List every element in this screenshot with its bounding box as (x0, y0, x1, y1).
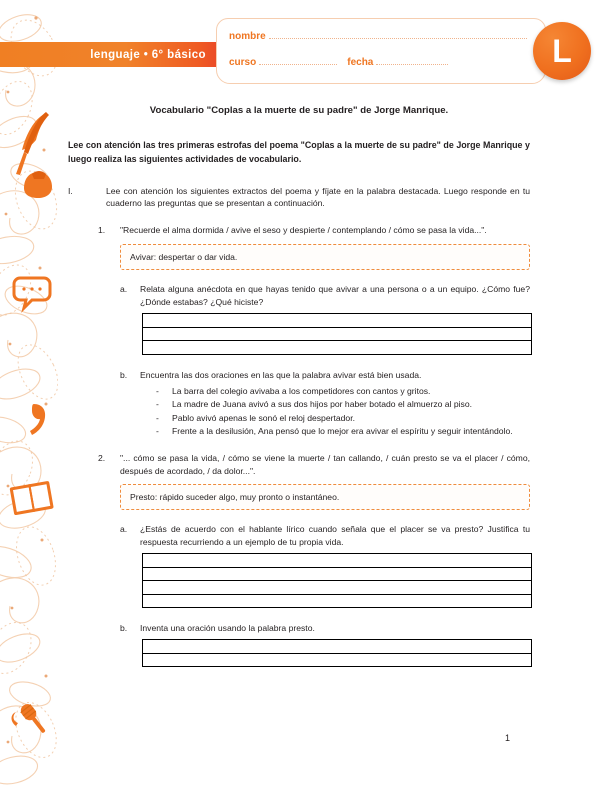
nombre-label: nombre (229, 31, 266, 42)
curso-fecha-field-row[interactable] (229, 55, 448, 68)
question-1 (68, 224, 530, 237)
student-info-box (216, 18, 546, 84)
definition-box-avivar: Avivar: despertar o dar vida. (120, 244, 530, 270)
subject-logo-badge (533, 22, 591, 80)
dash-bullet-icon: - (156, 399, 159, 410)
options-list-1b (156, 385, 530, 437)
answer-line[interactable] (143, 328, 531, 342)
subitem-text: ¿Estás de acuerdo con el hablante lírico cuando señala que el placer se va presto? Justifica tu respuesta recurriendo a un ejemplo de tu propia vida. (140, 524, 530, 548)
curso-input[interactable] (259, 55, 337, 65)
answer-line[interactable] (143, 568, 531, 582)
answer-lines-1a[interactable] (142, 313, 532, 355)
fecha-label: fecha (347, 57, 374, 68)
subitem-marker: a. (120, 284, 128, 295)
subject-band (0, 42, 228, 67)
list-item[interactable] (156, 398, 530, 411)
intro-paragraph: Lee con atención las tres primeras estrofas del poema "Coplas a la muerte de su padre" de Jorge Manrique y luego realiza las siguientes actividades de vocabulario. (68, 140, 530, 164)
answer-line[interactable] (143, 581, 531, 595)
speech-bubble-icon (14, 278, 50, 308)
page-header (0, 18, 600, 88)
option-text: La madre de Juana avivó a sus dos hijos por haber botado el almuerzo al piso. (172, 399, 473, 410)
question-quote: "Recuerde el alma dormida / avive el seso y despierte / contemplando / cómo se pasa la vida...". (120, 225, 487, 236)
subitem-text: Relata alguna anécdota en que hayas tenido que avivar a una persona o a un equipo. ¿Cómo fue? ¿Dónde estabas? ¿Qué hiciste? (140, 284, 530, 308)
nombre-field-row[interactable] (229, 29, 534, 42)
answer-lines-2b[interactable] (142, 639, 532, 667)
question-quote: "... cómo se pasa la vida, / cómo se viene la muerte / tan callando, / cuán presto se va el placer / cómo, después de acordado, / da dolor...". (120, 452, 530, 476)
section-instruction: Lee con atención los siguientes extractos del poema y fíjate en la palabra destacada. Luego responde en tu cuaderno las preguntas que se presentan a continuación. (106, 185, 530, 209)
inkwell-icon (24, 171, 52, 198)
nombre-input[interactable] (269, 29, 527, 39)
option-text: Frente a la desilusión, Ana pensó que lo mejor era avivar el espíritu y seguir intentándolo. (172, 425, 513, 436)
question-2 (68, 452, 530, 478)
question-2b (68, 622, 530, 635)
subitem-marker: b. (120, 369, 128, 380)
quill-pen-icon (16, 112, 49, 175)
definition-box-presto: Presto: rápido suceder algo, muy pronto o instantáneo. (120, 484, 530, 510)
list-item[interactable] (156, 385, 530, 398)
list-item[interactable] (156, 425, 530, 438)
answer-line[interactable] (143, 314, 531, 328)
comma-icon (30, 404, 45, 435)
answer-line[interactable] (143, 595, 531, 608)
answer-line[interactable] (143, 640, 531, 654)
answer-line[interactable] (143, 654, 531, 667)
question-1b (68, 369, 530, 382)
open-book-icon (10, 481, 54, 516)
answer-lines-2a[interactable] (142, 553, 532, 608)
worksheet-content (68, 105, 530, 681)
dash-bullet-icon: - (156, 412, 159, 423)
answer-line[interactable] (143, 341, 531, 354)
subject-band-label: lenguaje • 6° básico (90, 48, 206, 61)
question-number: 2. (98, 452, 106, 463)
subitem-text: Encuentra las dos oraciones en las que la palabra avivar está bien usada. (140, 369, 422, 380)
subitem-marker: a. (120, 524, 128, 535)
curso-label: curso (229, 57, 257, 68)
dash-bullet-icon: - (156, 425, 159, 436)
question-number: 1. (98, 225, 106, 236)
subitem-marker: b. (120, 623, 128, 634)
option-text: La barra del colegio avivaba a los competidores con cantos y gritos. (172, 386, 431, 397)
logo-letter: L (552, 33, 572, 69)
section-I (68, 185, 530, 211)
question-1a (68, 283, 530, 309)
section-marker: I. (68, 185, 73, 196)
list-item[interactable] (156, 412, 530, 425)
answer-line[interactable] (143, 554, 531, 568)
decorative-margin-strip (0, 0, 58, 800)
microphone-icon (12, 702, 50, 737)
dash-bullet-icon: - (156, 386, 159, 397)
subitem-text: Inventa una oración usando la palabra presto. (140, 623, 315, 634)
question-2a (68, 523, 530, 549)
fecha-input[interactable] (376, 55, 448, 65)
option-text: Pablo avivó apenas le sonó el reloj despertador. (172, 412, 355, 423)
page-title: Vocabulario "Coplas a la muerte de su padre" de Jorge Manrique. (149, 105, 449, 116)
page-number: 1 (505, 733, 511, 743)
